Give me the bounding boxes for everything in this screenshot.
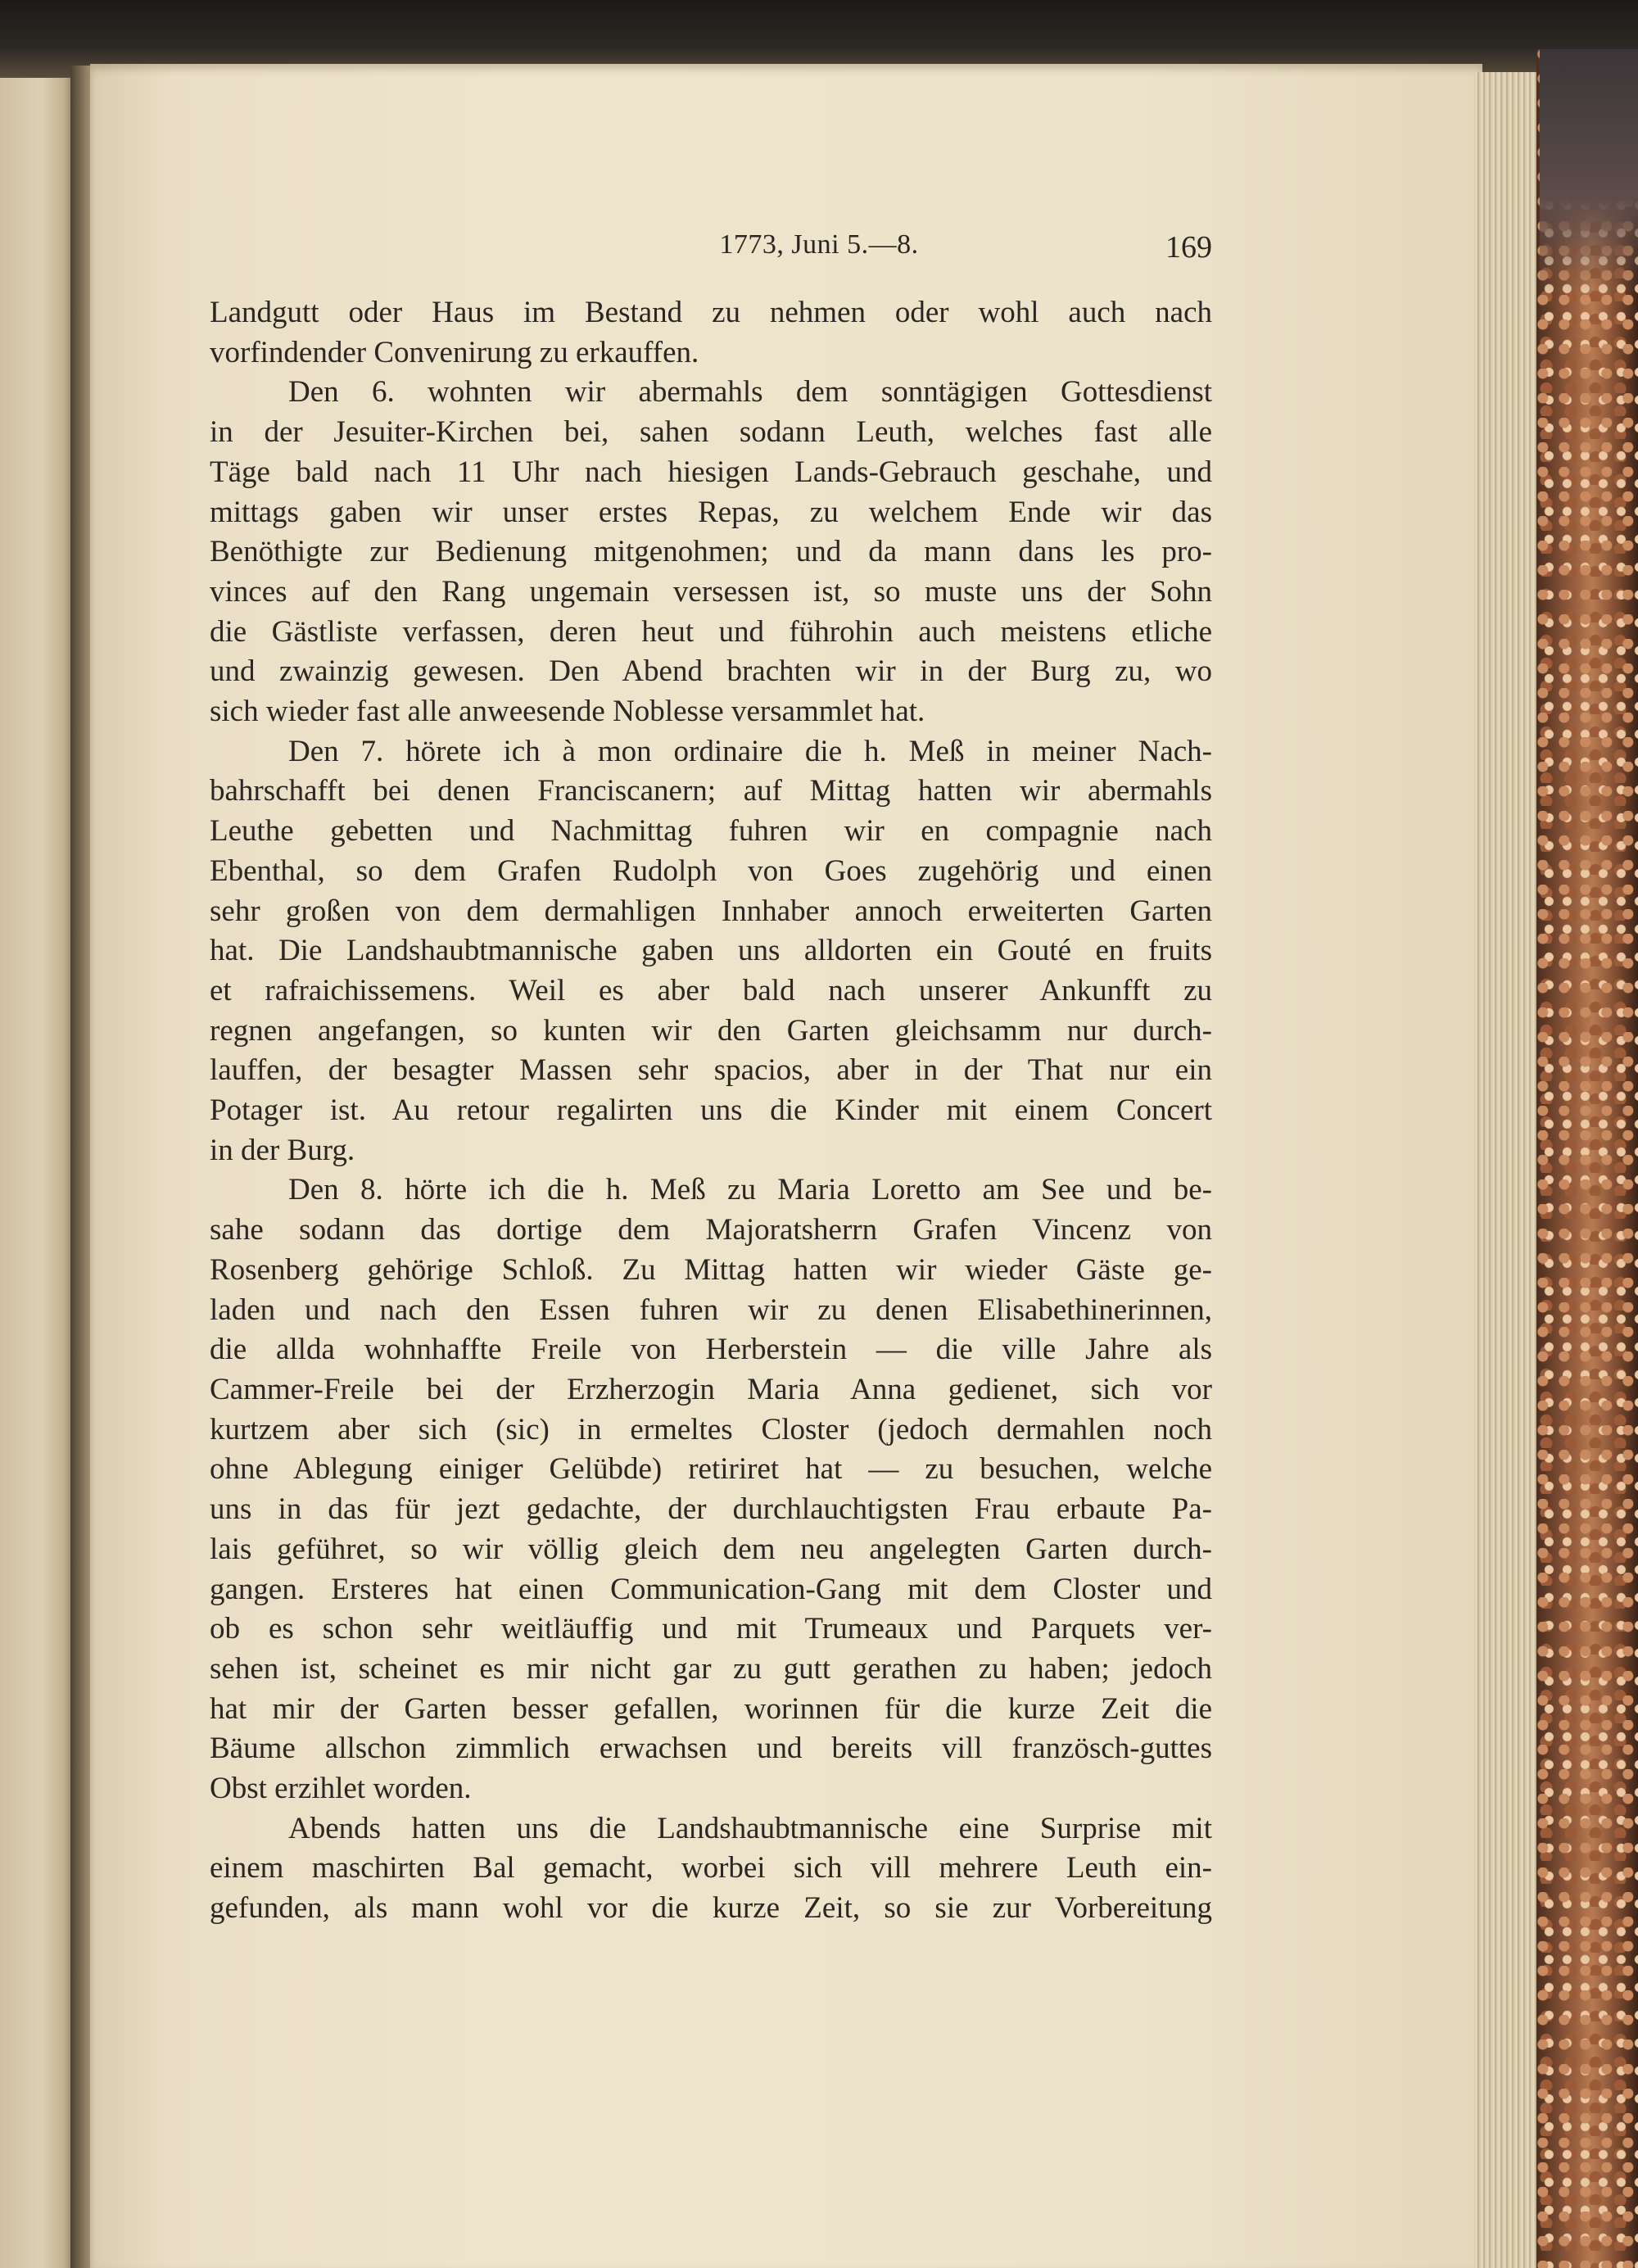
text-line: sehr großen von dem dermahligen Innhaber annoch erweiterten Garten bbox=[210, 894, 1212, 928]
text-line: sahe sodann das dortige dem Majoratsherrn Grafen Vincenz von bbox=[210, 1213, 1212, 1247]
page-number: 169 bbox=[1165, 230, 1212, 265]
text-line: lauffen, der besagter Massen sehr spacios, aber in der That nur ein bbox=[210, 1053, 1212, 1088]
text-line: die allda wohnhaffte Freile von Herberstein — die ville Jahre als bbox=[210, 1333, 1212, 1367]
text-line: mittags gaben wir unser erstes Repas, zu welchem Ende wir das bbox=[210, 495, 1212, 529]
text-line: laden und nach den Essen fuhren wir zu denen Elisabethinerinnen, bbox=[210, 1292, 1212, 1327]
text-line: einem maschirten Bal gemacht, worbei sich vill mehrere Leuth ein- bbox=[210, 1851, 1212, 1885]
text-line: bahrschafft bei denen Franciscanern; auf Mittag hatten wir abermahls bbox=[210, 774, 1212, 808]
body-text bbox=[210, 293, 1212, 1929]
text-line: lais geführet, so wir völlig gleich dem neu angelegten Garten durch- bbox=[210, 1532, 1212, 1566]
text-line: Rosenberg gehörige Schloß. Zu Mittag hatten wir wieder Gäste ge- bbox=[210, 1252, 1212, 1287]
text-line: hat mir der Garten besser gefallen, worinnen für die kurze Zeit die bbox=[210, 1691, 1212, 1726]
text-line: gangen. Ersteres hat einen Communication-Gang mit dem Closter und bbox=[210, 1572, 1212, 1606]
text-line: ohne Ablegung einiger Gelübde) retiriret hat — zu besuchen, welche bbox=[210, 1452, 1212, 1487]
text-line: die Gästliste verfassen, deren heut und führohin auch meistens etliche bbox=[210, 614, 1212, 649]
text-line: Benöthigte zur Bedienung mitgenohmen; und da mann dans les pro- bbox=[210, 535, 1212, 569]
text-line: Potager ist. Au retour regalirten uns die Kinder mit einem Concert bbox=[210, 1093, 1212, 1128]
text-line: sich wieder fast alle anweesende Noblesse versammlet hat. bbox=[210, 695, 925, 729]
text-line: Täge bald nach 11 Uhr nach hiesigen Lands-Gebrauch geschahe, und bbox=[210, 455, 1212, 489]
running-title: 1773, Juni 5.—8. bbox=[719, 229, 919, 260]
text-line: Den 8. hörte ich die h. Meß zu Maria Loretto am See und be- bbox=[288, 1173, 1212, 1207]
text-line: sehen ist, scheinet es mir nicht gar zu gutt gerathen zu haben; jedoch bbox=[210, 1651, 1212, 1686]
facing-page-edge bbox=[0, 78, 75, 2268]
text-line: Ebenthal, so dem Grafen Rudolph von Goes zugehörig und einen bbox=[210, 853, 1212, 888]
text-line: ob es schon sehr weitläuffig und mit Trumeaux und Parquets ver- bbox=[210, 1612, 1212, 1646]
text-line: uns in das für jezt gedachte, der durchlauchtigsten Frau erbaute Pa- bbox=[210, 1492, 1212, 1527]
text-line: in der Burg. bbox=[210, 1133, 355, 1167]
marbled-cover bbox=[1536, 49, 1638, 2268]
text-line: et rafraichissemens. Weil es aber bald nach unserer Ankunfft zu bbox=[210, 973, 1212, 1007]
text-line: regnen angefangen, so kunten wir den Garten gleichsamm nur durch- bbox=[210, 1013, 1212, 1048]
text-line: und zwainzig gewesen. Den Abend brachten wir in der Burg zu, wo bbox=[210, 654, 1212, 689]
text-line: Leuthe gebetten und Nachmittag fuhren wir en compagnie nach bbox=[210, 814, 1212, 849]
text-line: vorfindender Convenirung zu erkauffen. bbox=[210, 335, 699, 369]
text-line: hat. Die Landshaubtmannische gaben uns alldorten ein Gouté en fruits bbox=[210, 934, 1212, 968]
cover-corner bbox=[1540, 49, 1638, 295]
text-line: Cammer-Freile bei der Erzherzogin Maria Anna gedienet, sich vor bbox=[210, 1372, 1212, 1406]
text-line: Den 7. hörete ich à mon ordinaire die h. Meß in meiner Nach- bbox=[288, 734, 1212, 768]
text-line: Abends hatten uns die Landshaubtmannische eine Surprise mit bbox=[288, 1811, 1212, 1845]
text-line: Den 6. wohnten wir abermahls dem sonntägigen Gottesdienst bbox=[288, 375, 1212, 410]
text-line: Obst erzihlet worden. bbox=[210, 1772, 472, 1806]
page-edges bbox=[1474, 72, 1538, 2268]
text-line: Bäume allschon zimmlich erwachsen und bereits vill französch-guttes bbox=[210, 1732, 1212, 1766]
text-line: in der Jesuiter-Kirchen bei, sahen sodann Leuth, welches fast alle bbox=[210, 415, 1212, 450]
text-line: vinces auf den Rang ungemain versessen ist, so muste uns der Sohn bbox=[210, 574, 1212, 609]
text-line: gefunden, als mann wohl vor die kurze Zeit, so sie zur Vorbereitung bbox=[210, 1891, 1212, 1926]
text-line: kurtzem aber sich (sic) in ermeltes Closter (jedoch dermahlen noch bbox=[210, 1412, 1212, 1446]
text-line: Landgutt oder Haus im Bestand zu nehmen oder wohl auch nach bbox=[210, 296, 1212, 329]
